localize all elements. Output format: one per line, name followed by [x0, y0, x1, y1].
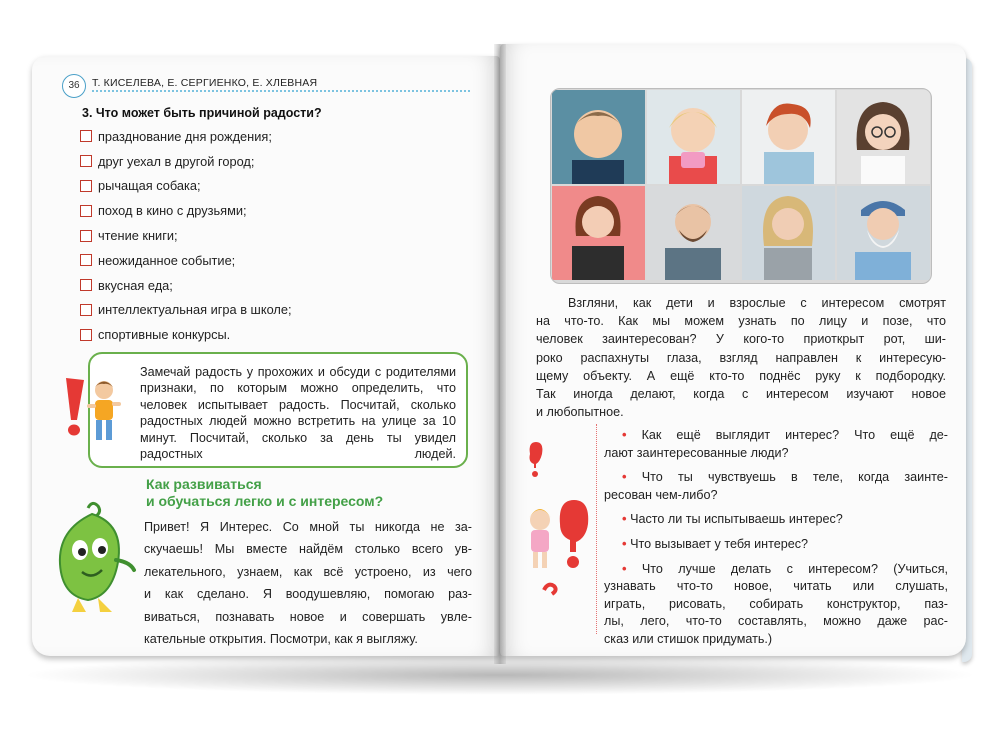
option-label: интеллектуальная игра в школе; [98, 302, 292, 318]
bullet-item [604, 468, 948, 504]
paragraph-line: щему объекту. А ещё кто-то поднёс руку к подбородку. [536, 368, 946, 383]
checkbox[interactable] [80, 130, 92, 142]
option-item[interactable] [80, 298, 292, 323]
left-page [32, 56, 500, 656]
bullet-line: играть, рисовать, собирать конструктор, паз- [604, 596, 948, 611]
girl-illustration [514, 434, 594, 614]
bullet-item [604, 535, 948, 554]
bullet-line [604, 560, 948, 579]
task-line: Посчитай, сколько радостных людей можно [140, 397, 456, 429]
bullet-item [604, 560, 948, 649]
interest-paragraph [536, 294, 946, 421]
question-mark-icon [530, 442, 543, 468]
page-number: 36 [62, 74, 86, 98]
task-line: определить, что человек испытывает радость. [140, 381, 456, 412]
bullet-dot: • [622, 560, 627, 576]
bullet-text: Что ты чувствуешь в теле, когда заинте- [641, 470, 948, 485]
header-dotted-line [92, 90, 470, 92]
intro-line: Привет! Я Интерес. Со мной ты никогда не за- [144, 520, 472, 534]
option-item[interactable] [80, 223, 292, 248]
task-text [140, 364, 456, 462]
bullet-text: Как ещё выглядит интерес? Что ещё де- [641, 428, 948, 442]
task-line: встретить на улице за 10 минут. Посчитай, [140, 414, 457, 445]
authors-header: Т. КИСЕЛЕВА, Е. СЕРГИЕНКО, Е. ХЛЕВНАЯ [92, 77, 318, 89]
checkbox[interactable] [80, 329, 92, 341]
bullet-text: Часто ли ты испытываешь интерес? [630, 512, 843, 527]
option-label: рычащая собака; [98, 178, 201, 194]
option-label: неожиданное событие; [98, 252, 236, 268]
paragraph-line: на что-то. Как мы можем узнать по лицу и позе, что [536, 314, 946, 329]
option-label: спортивные конкурсы. [98, 327, 231, 343]
question-title: 3. Что может быть причиной радости? [82, 106, 322, 120]
bullet-line: лы, лего, что-то составлять, можно даже рас- [604, 614, 948, 629]
option-label: празднование дня рождения; [98, 128, 272, 144]
bullet-line [604, 535, 948, 554]
bullet-line [604, 510, 948, 529]
paragraph-line: человек заинтересован? У кого-то приоткрыт рот, ши- [536, 332, 946, 347]
photo-woman [552, 186, 645, 280]
photo-girl-camera [647, 90, 740, 184]
book-spine [494, 44, 506, 664]
paragraph-line: Так иногда делают, когда с интересом изучают новое [536, 387, 946, 402]
heading-line: Как развиваться [146, 476, 262, 492]
options-list [80, 124, 292, 347]
bullet-text: Что вызывает у тебя интерес? [630, 536, 809, 551]
option-item[interactable] [80, 322, 292, 347]
task-line: с родителями признаки, по которым можно [140, 365, 457, 396]
checkbox[interactable] [80, 279, 92, 291]
bullet-line: сказ или стишок придумать.) [604, 631, 773, 646]
checkbox[interactable] [80, 254, 92, 266]
paragraph-line: роко распахнуты глаза, взгляд направлен к интересую- [536, 350, 946, 365]
intro-line: виваться, познавать новое и совершать увле- [144, 609, 472, 624]
intro-line: лекательного, узнаем, как всё устроено, из чего [144, 564, 472, 579]
option-item[interactable] [80, 124, 292, 149]
option-item[interactable] [80, 149, 292, 174]
bullet-list [604, 426, 948, 655]
intro-text [144, 516, 472, 650]
bullet-line [604, 468, 948, 487]
checkbox[interactable] [80, 230, 92, 242]
bullet-dot: • [622, 427, 627, 442]
paragraph-line: Взгляни, как дети и взрослые с интересом смотрят [568, 296, 946, 310]
option-item[interactable] [80, 248, 292, 273]
photo-redhead-boy [742, 90, 835, 184]
photo-old-man [837, 186, 930, 280]
checkbox[interactable] [80, 180, 92, 192]
checkbox[interactable] [80, 155, 92, 167]
bullet-line: лают заинтересованные люди? [604, 445, 789, 460]
section-heading [146, 476, 383, 510]
boy-illustration [84, 378, 124, 448]
option-item[interactable] [80, 273, 292, 298]
intro-line: скучаешь! Мы вместе найдём столько всего ув- [144, 542, 472, 557]
bullet-dot: • [622, 469, 627, 485]
bullet-line: узнавать что-то новое, читать или слушать, [604, 579, 948, 594]
bullet-line [604, 426, 948, 445]
task-line: Замечай радость у прохожих и обсуди [140, 365, 371, 379]
option-label: вкусная еда; [98, 277, 173, 293]
interest-mascot [48, 500, 140, 620]
task-box [88, 352, 468, 468]
dotted-separator [596, 424, 597, 634]
option-item[interactable] [80, 174, 292, 199]
task-line: сколько за день ты увидел радостных людей. [140, 430, 456, 462]
bullet-item [604, 426, 948, 462]
photo-boy [552, 90, 645, 184]
paragraph-line: и любопытное. [536, 405, 624, 420]
heading-line: и обучаться легко и с интересом? [146, 493, 384, 509]
option-label: чтение книги; [98, 228, 178, 244]
option-label: поход в кино с друзьями; [98, 203, 247, 219]
bullet-line: ресован чем-либо? [604, 487, 718, 502]
photo-blonde-woman [742, 186, 835, 280]
intro-line: кательные открытия. Посмотри, как я выгляжу. [144, 632, 418, 647]
checkbox[interactable] [80, 205, 92, 217]
photo-girl-glasses [837, 90, 930, 184]
bullet-dot: • [622, 511, 627, 527]
photo-man [647, 186, 740, 280]
photo-grid [550, 88, 932, 284]
option-label: друг уехал в другой город; [98, 153, 255, 169]
bullet-item [604, 510, 948, 529]
option-item[interactable] [80, 198, 292, 223]
intro-line: и как сделано. Я воодушевляю, помогаю раз- [144, 587, 472, 602]
bullet-text: Что лучше делать с интересом? (Учиться, [641, 561, 949, 576]
checkbox[interactable] [80, 304, 92, 316]
bullet-dot: • [622, 535, 627, 551]
right-page [500, 44, 966, 656]
